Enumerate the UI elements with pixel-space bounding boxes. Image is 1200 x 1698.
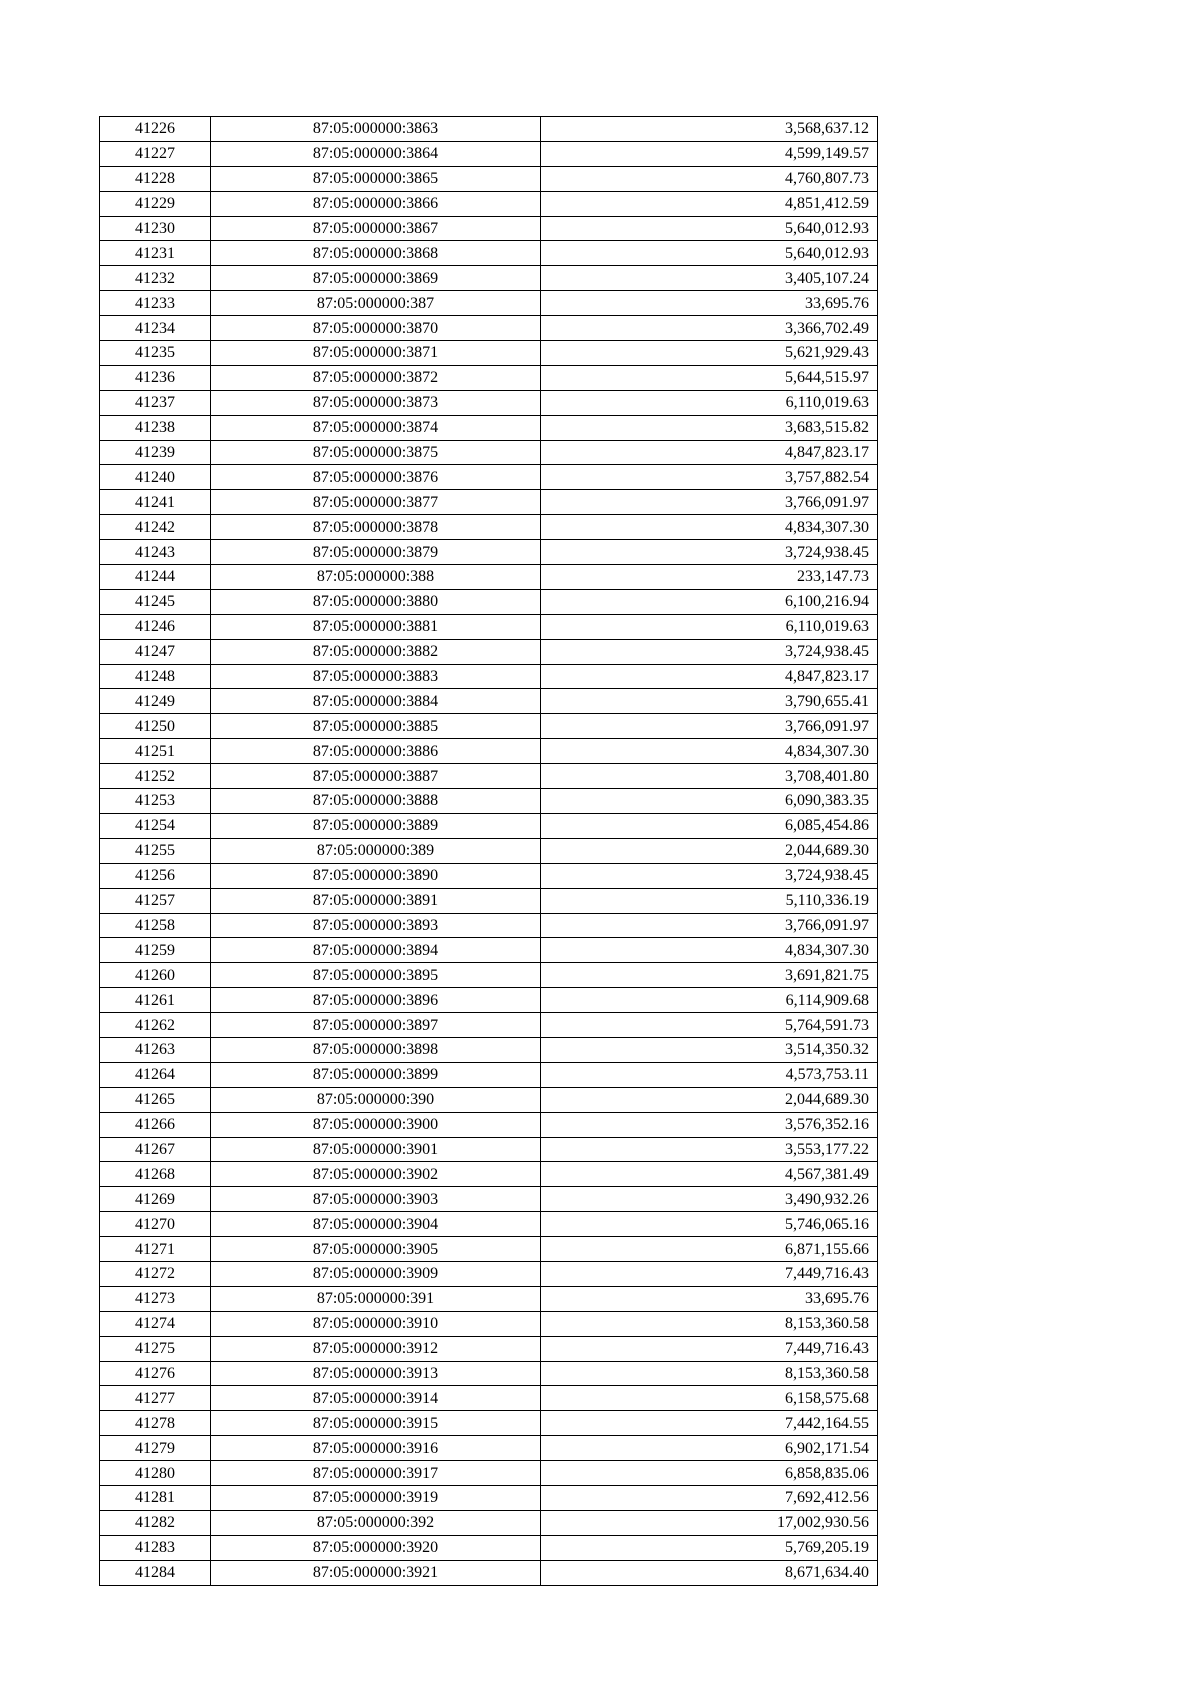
table-row <box>100 1535 878 1560</box>
row-number-cell: 41254 <box>100 813 211 838</box>
row-number-cell: 41246 <box>100 614 211 639</box>
row-number-cell: 41255 <box>100 838 211 863</box>
row-number-cell: 41267 <box>100 1137 211 1162</box>
value-cell: 4,760,807.73 <box>541 166 878 191</box>
table-row <box>100 813 878 838</box>
table-body <box>100 117 878 1586</box>
cadastral-number-cell: 87:05:000000:3885 <box>211 714 541 739</box>
row-number-cell: 41231 <box>100 241 211 266</box>
table-row <box>100 963 878 988</box>
value-cell: 3,724,938.45 <box>541 540 878 565</box>
table-row <box>100 1361 878 1386</box>
cadastral-number-cell: 87:05:000000:3876 <box>211 465 541 490</box>
cadastral-number-cell: 87:05:000000:3910 <box>211 1311 541 1336</box>
value-cell: 5,769,205.19 <box>541 1535 878 1560</box>
cadastral-number-cell: 87:05:000000:3888 <box>211 789 541 814</box>
table-row <box>100 664 878 689</box>
table-row <box>100 888 878 913</box>
row-number-cell: 41248 <box>100 664 211 689</box>
table-row <box>100 365 878 390</box>
value-cell: 3,576,352.16 <box>541 1112 878 1137</box>
table-row <box>100 515 878 540</box>
value-cell: 33,695.76 <box>541 291 878 316</box>
cadastral-number-cell: 87:05:000000:3897 <box>211 1013 541 1038</box>
value-cell: 7,442,164.55 <box>541 1411 878 1436</box>
row-number-cell: 41284 <box>100 1560 211 1585</box>
table-row <box>100 440 878 465</box>
row-number-cell: 41282 <box>100 1510 211 1535</box>
value-cell: 5,110,336.19 <box>541 888 878 913</box>
value-cell: 3,708,401.80 <box>541 764 878 789</box>
cadastral-number-cell: 87:05:000000:3902 <box>211 1162 541 1187</box>
cadastral-number-cell: 87:05:000000:3900 <box>211 1112 541 1137</box>
value-cell: 3,790,655.41 <box>541 689 878 714</box>
cadastral-number-cell: 87:05:000000:3869 <box>211 266 541 291</box>
value-cell: 6,114,909.68 <box>541 988 878 1013</box>
table-row <box>100 1187 878 1212</box>
value-cell: 3,766,091.97 <box>541 490 878 515</box>
row-number-cell: 41238 <box>100 415 211 440</box>
table-row <box>100 191 878 216</box>
table-row <box>100 1510 878 1535</box>
row-number-cell: 41283 <box>100 1535 211 1560</box>
table-row <box>100 1087 878 1112</box>
cadastral-number-cell: 87:05:000000:3878 <box>211 515 541 540</box>
row-number-cell: 41247 <box>100 639 211 664</box>
value-cell: 6,085,454.86 <box>541 813 878 838</box>
table-row <box>100 838 878 863</box>
cadastral-number-cell: 87:05:000000:3891 <box>211 888 541 913</box>
row-number-cell: 41257 <box>100 888 211 913</box>
cadastral-number-cell: 87:05:000000:3921 <box>211 1560 541 1585</box>
row-number-cell: 41280 <box>100 1461 211 1486</box>
cadastral-number-cell: 87:05:000000:3874 <box>211 415 541 440</box>
row-number-cell: 41252 <box>100 764 211 789</box>
value-cell: 8,671,634.40 <box>541 1560 878 1585</box>
cadastral-number-cell: 87:05:000000:3919 <box>211 1485 541 1510</box>
cadastral-number-cell: 87:05:000000:3903 <box>211 1187 541 1212</box>
cadastral-number-cell: 87:05:000000:388 <box>211 565 541 590</box>
row-number-cell: 41244 <box>100 565 211 590</box>
value-cell: 233,147.73 <box>541 565 878 590</box>
row-number-cell: 41268 <box>100 1162 211 1187</box>
row-number-cell: 41233 <box>100 291 211 316</box>
value-cell: 6,158,575.68 <box>541 1386 878 1411</box>
table-row <box>100 415 878 440</box>
row-number-cell: 41265 <box>100 1087 211 1112</box>
row-number-cell: 41274 <box>100 1311 211 1336</box>
value-cell: 4,834,307.30 <box>541 515 878 540</box>
table-row <box>100 1560 878 1585</box>
row-number-cell: 41243 <box>100 540 211 565</box>
value-cell: 3,490,932.26 <box>541 1187 878 1212</box>
value-cell: 5,644,515.97 <box>541 365 878 390</box>
cadastral-number-cell: 87:05:000000:3866 <box>211 191 541 216</box>
row-number-cell: 41269 <box>100 1187 211 1212</box>
cadastral-number-cell: 87:05:000000:3905 <box>211 1237 541 1262</box>
cadastral-number-cell: 87:05:000000:3886 <box>211 739 541 764</box>
cadastral-number-cell: 87:05:000000:3894 <box>211 938 541 963</box>
value-cell: 3,553,177.22 <box>541 1137 878 1162</box>
cadastral-number-cell: 87:05:000000:3872 <box>211 365 541 390</box>
cadastral-number-cell: 87:05:000000:3867 <box>211 216 541 241</box>
cadastral-number-cell: 87:05:000000:3914 <box>211 1386 541 1411</box>
row-number-cell: 41226 <box>100 117 211 142</box>
table-row <box>100 117 878 142</box>
row-number-cell: 41242 <box>100 515 211 540</box>
cadastral-number-cell: 87:05:000000:3870 <box>211 316 541 341</box>
table-row <box>100 714 878 739</box>
table-row <box>100 614 878 639</box>
table-row <box>100 1237 878 1262</box>
row-number-cell: 41234 <box>100 316 211 341</box>
value-cell: 4,847,823.17 <box>541 664 878 689</box>
table-row <box>100 1037 878 1062</box>
cadastral-number-cell: 87:05:000000:3884 <box>211 689 541 714</box>
cadastral-number-cell: 87:05:000000:3880 <box>211 589 541 614</box>
cadastral-number-cell: 87:05:000000:3904 <box>211 1212 541 1237</box>
cadastral-number-cell: 87:05:000000:3889 <box>211 813 541 838</box>
row-number-cell: 41227 <box>100 141 211 166</box>
value-cell: 4,851,412.59 <box>541 191 878 216</box>
row-number-cell: 41262 <box>100 1013 211 1038</box>
cadastral-value-table <box>99 116 878 1586</box>
row-number-cell: 41235 <box>100 341 211 366</box>
row-number-cell: 41229 <box>100 191 211 216</box>
table-row <box>100 764 878 789</box>
value-cell: 5,640,012.93 <box>541 241 878 266</box>
value-cell: 3,724,938.45 <box>541 639 878 664</box>
value-cell: 3,766,091.97 <box>541 913 878 938</box>
value-cell: 4,573,753.11 <box>541 1062 878 1087</box>
table-row <box>100 913 878 938</box>
row-number-cell: 41236 <box>100 365 211 390</box>
value-cell: 3,766,091.97 <box>541 714 878 739</box>
cadastral-number-cell: 87:05:000000:387 <box>211 291 541 316</box>
row-number-cell: 41270 <box>100 1212 211 1237</box>
cadastral-number-cell: 87:05:000000:3863 <box>211 117 541 142</box>
row-number-cell: 41275 <box>100 1336 211 1361</box>
cadastral-number-cell: 87:05:000000:3898 <box>211 1037 541 1062</box>
cadastral-number-cell: 87:05:000000:3901 <box>211 1137 541 1162</box>
cadastral-number-cell: 87:05:000000:389 <box>211 838 541 863</box>
value-cell: 3,683,515.82 <box>541 415 878 440</box>
cadastral-number-cell: 87:05:000000:3912 <box>211 1336 541 1361</box>
cadastral-number-cell: 87:05:000000:3920 <box>211 1535 541 1560</box>
row-number-cell: 41250 <box>100 714 211 739</box>
table-row <box>100 589 878 614</box>
value-cell: 6,100,216.94 <box>541 589 878 614</box>
cadastral-number-cell: 87:05:000000:3913 <box>211 1361 541 1386</box>
row-number-cell: 41279 <box>100 1436 211 1461</box>
value-cell: 8,153,360.58 <box>541 1361 878 1386</box>
cadastral-number-cell: 87:05:000000:3879 <box>211 540 541 565</box>
cadastral-number-cell: 87:05:000000:3871 <box>211 341 541 366</box>
cadastral-number-cell: 87:05:000000:3875 <box>211 440 541 465</box>
value-cell: 5,746,065.16 <box>541 1212 878 1237</box>
row-number-cell: 41276 <box>100 1361 211 1386</box>
row-number-cell: 41237 <box>100 390 211 415</box>
row-number-cell: 41259 <box>100 938 211 963</box>
value-cell: 4,847,823.17 <box>541 440 878 465</box>
table-row <box>100 216 878 241</box>
table-row <box>100 316 878 341</box>
table-row <box>100 739 878 764</box>
value-cell: 7,692,412.56 <box>541 1485 878 1510</box>
row-number-cell: 41228 <box>100 166 211 191</box>
cadastral-number-cell: 87:05:000000:3882 <box>211 639 541 664</box>
table-row <box>100 1162 878 1187</box>
table-row <box>100 1461 878 1486</box>
row-number-cell: 41266 <box>100 1112 211 1137</box>
cadastral-number-cell: 87:05:000000:392 <box>211 1510 541 1535</box>
value-cell: 6,871,155.66 <box>541 1237 878 1262</box>
table-row <box>100 166 878 191</box>
table-row <box>100 1286 878 1311</box>
table-row <box>100 1436 878 1461</box>
table-row <box>100 1261 878 1286</box>
row-number-cell: 41249 <box>100 689 211 714</box>
row-number-cell: 41258 <box>100 913 211 938</box>
value-cell: 5,640,012.93 <box>541 216 878 241</box>
table-row <box>100 266 878 291</box>
value-cell: 17,002,930.56 <box>541 1510 878 1535</box>
table-row <box>100 465 878 490</box>
value-cell: 3,366,702.49 <box>541 316 878 341</box>
value-cell: 6,110,019.63 <box>541 614 878 639</box>
cadastral-number-cell: 87:05:000000:3893 <box>211 913 541 938</box>
table-row <box>100 565 878 590</box>
table-row <box>100 141 878 166</box>
table-row <box>100 1013 878 1038</box>
table-row <box>100 1062 878 1087</box>
table-row <box>100 490 878 515</box>
value-cell: 6,858,835.06 <box>541 1461 878 1486</box>
row-number-cell: 41241 <box>100 490 211 515</box>
row-number-cell: 41281 <box>100 1485 211 1510</box>
cadastral-number-cell: 87:05:000000:3895 <box>211 963 541 988</box>
value-cell: 3,691,821.75 <box>541 963 878 988</box>
row-number-cell: 41272 <box>100 1261 211 1286</box>
row-number-cell: 41230 <box>100 216 211 241</box>
value-cell: 7,449,716.43 <box>541 1336 878 1361</box>
row-number-cell: 41261 <box>100 988 211 1013</box>
cadastral-number-cell: 87:05:000000:3896 <box>211 988 541 1013</box>
row-number-cell: 41260 <box>100 963 211 988</box>
value-cell: 3,514,350.32 <box>541 1037 878 1062</box>
row-number-cell: 41253 <box>100 789 211 814</box>
cadastral-number-cell: 87:05:000000:3865 <box>211 166 541 191</box>
value-cell: 4,567,381.49 <box>541 1162 878 1187</box>
row-number-cell: 41245 <box>100 589 211 614</box>
row-number-cell: 41264 <box>100 1062 211 1087</box>
table-row <box>100 1336 878 1361</box>
value-cell: 4,834,307.30 <box>541 739 878 764</box>
row-number-cell: 41271 <box>100 1237 211 1262</box>
table-row <box>100 789 878 814</box>
value-cell: 2,044,689.30 <box>541 1087 878 1112</box>
cadastral-number-cell: 87:05:000000:3864 <box>211 141 541 166</box>
value-cell: 6,902,171.54 <box>541 1436 878 1461</box>
cadastral-number-cell: 87:05:000000:3915 <box>211 1411 541 1436</box>
table-row <box>100 1485 878 1510</box>
table-row <box>100 1386 878 1411</box>
value-cell: 6,090,383.35 <box>541 789 878 814</box>
row-number-cell: 41232 <box>100 266 211 291</box>
value-cell: 3,568,637.12 <box>541 117 878 142</box>
table-row <box>100 341 878 366</box>
table-row <box>100 390 878 415</box>
row-number-cell: 41277 <box>100 1386 211 1411</box>
row-number-cell: 41239 <box>100 440 211 465</box>
row-number-cell: 41273 <box>100 1286 211 1311</box>
value-cell: 5,764,591.73 <box>541 1013 878 1038</box>
cadastral-number-cell: 87:05:000000:3881 <box>211 614 541 639</box>
cadastral-number-cell: 87:05:000000:3868 <box>211 241 541 266</box>
table-row <box>100 291 878 316</box>
cadastral-number-cell: 87:05:000000:3916 <box>211 1436 541 1461</box>
value-cell: 33,695.76 <box>541 1286 878 1311</box>
cadastral-number-cell: 87:05:000000:3887 <box>211 764 541 789</box>
table-row <box>100 1311 878 1336</box>
row-number-cell: 41240 <box>100 465 211 490</box>
row-number-cell: 41263 <box>100 1037 211 1062</box>
table-row <box>100 1112 878 1137</box>
cadastral-number-cell: 87:05:000000:3909 <box>211 1261 541 1286</box>
cadastral-number-cell: 87:05:000000:3917 <box>211 1461 541 1486</box>
row-number-cell: 41278 <box>100 1411 211 1436</box>
row-number-cell: 41251 <box>100 739 211 764</box>
value-cell: 3,724,938.45 <box>541 863 878 888</box>
cadastral-number-cell: 87:05:000000:391 <box>211 1286 541 1311</box>
cadastral-number-cell: 87:05:000000:3873 <box>211 390 541 415</box>
value-cell: 8,153,360.58 <box>541 1311 878 1336</box>
table-row <box>100 540 878 565</box>
value-cell: 5,621,929.43 <box>541 341 878 366</box>
value-cell: 4,599,149.57 <box>541 141 878 166</box>
table-row <box>100 938 878 963</box>
value-cell: 2,044,689.30 <box>541 838 878 863</box>
value-cell: 3,405,107.24 <box>541 266 878 291</box>
table-row <box>100 241 878 266</box>
table-row <box>100 689 878 714</box>
cadastral-number-cell: 87:05:000000:390 <box>211 1087 541 1112</box>
value-cell: 4,834,307.30 <box>541 938 878 963</box>
value-cell: 3,757,882.54 <box>541 465 878 490</box>
table-row <box>100 863 878 888</box>
value-cell: 7,449,716.43 <box>541 1261 878 1286</box>
cadastral-number-cell: 87:05:000000:3899 <box>211 1062 541 1087</box>
cadastral-number-cell: 87:05:000000:3890 <box>211 863 541 888</box>
cadastral-number-cell: 87:05:000000:3883 <box>211 664 541 689</box>
row-number-cell: 41256 <box>100 863 211 888</box>
table-row <box>100 639 878 664</box>
value-cell: 6,110,019.63 <box>541 390 878 415</box>
table-row <box>100 988 878 1013</box>
table-row <box>100 1137 878 1162</box>
table-row <box>100 1411 878 1436</box>
cadastral-number-cell: 87:05:000000:3877 <box>211 490 541 515</box>
table-row <box>100 1212 878 1237</box>
